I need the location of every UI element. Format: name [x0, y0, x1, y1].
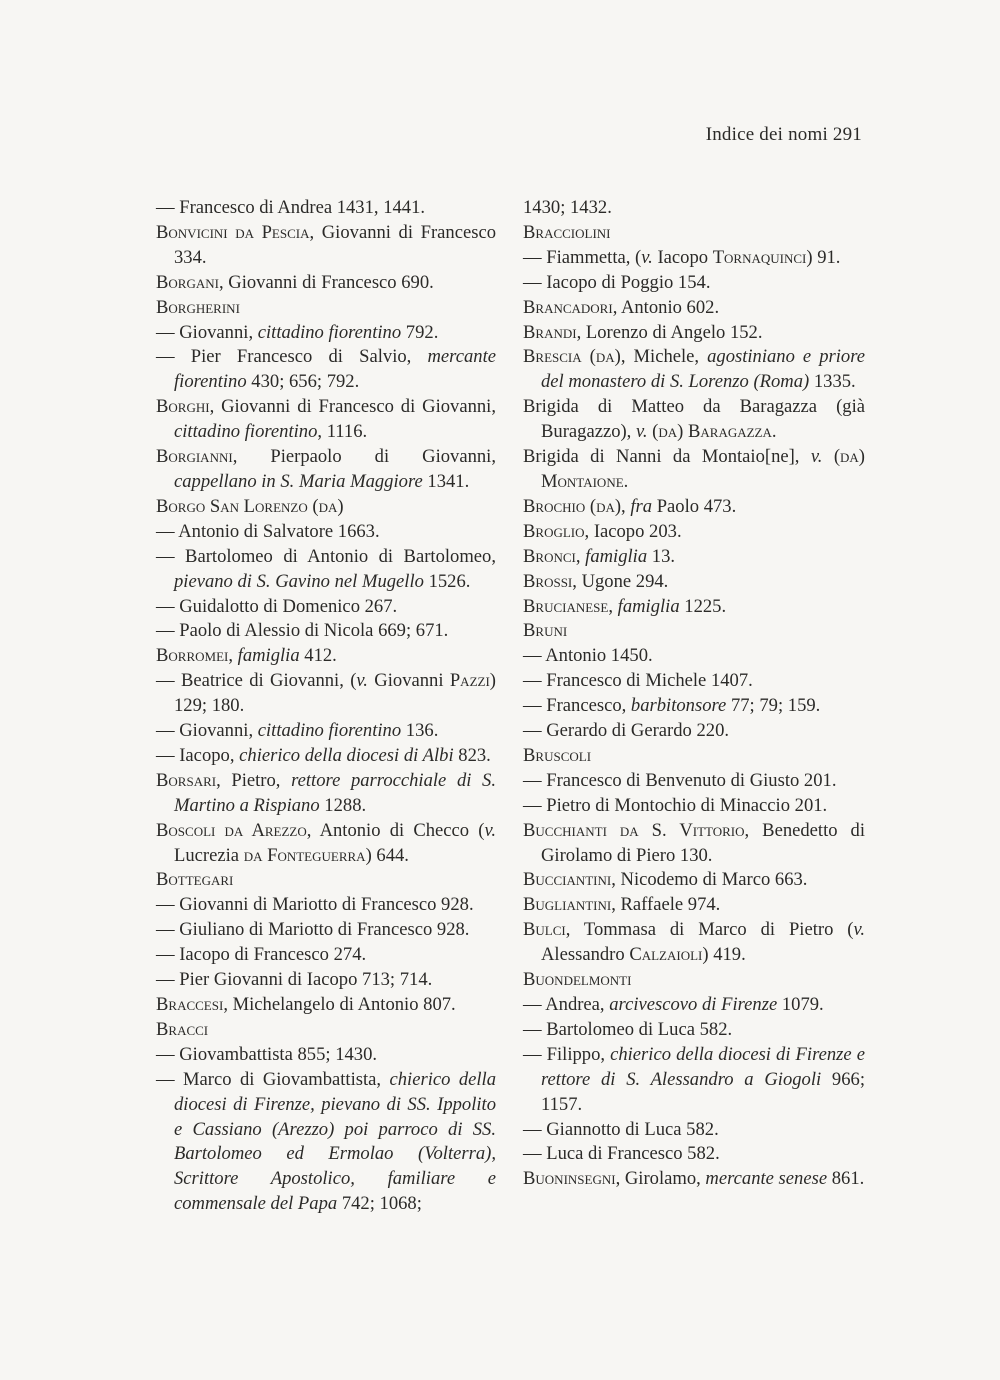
index-entry: [523, 595, 865, 620]
entry-text: — Pietro di Montochio di Minaccio 201.: [523, 794, 828, 816]
index-entry: [156, 619, 496, 644]
entry-text: — Iacopo di Poggio 154.: [523, 271, 711, 293]
index-entry: [523, 520, 865, 545]
entry-text: Brossi: [523, 570, 573, 592]
entry-text: 13.: [647, 545, 676, 567]
entry-text: Bulci: [523, 919, 566, 941]
index-entry: [523, 918, 865, 968]
index-entry: [156, 1068, 496, 1217]
entry-text: Bruni: [523, 620, 568, 642]
index-entry: [523, 271, 865, 296]
entry-text: famiglia: [617, 595, 680, 617]
entry-text: Brucianese: [523, 595, 609, 617]
entry-text: , Nicodemo di Marco 663.: [611, 869, 808, 891]
entry-text: — Giovanni,: [156, 720, 258, 742]
index-entry: [523, 794, 865, 819]
entry-text: — Bartolomeo di Antonio di Bartolomeo,: [156, 545, 496, 567]
index-entry: [156, 893, 496, 918]
entry-text: Paolo 473.: [652, 495, 737, 517]
entry-text: , Pierpaolo di Giovanni,: [232, 446, 496, 468]
entry-text: cittadino fiorentino: [174, 421, 318, 443]
index-entry: [156, 595, 496, 620]
entry-text: Borghi: [156, 396, 210, 418]
entry-text: ) 129; 180.: [174, 670, 496, 717]
entry-text: ) 91.: [806, 246, 841, 268]
entry-text: barbitonsore: [630, 695, 727, 717]
entry-text: — Fiammetta, (: [523, 246, 642, 268]
index-entry: [523, 644, 865, 669]
entry-text: 1430; 1432.: [523, 197, 612, 218]
index-entry: [156, 296, 496, 321]
entry-text: , Giovanni di Francesco 334.: [174, 221, 496, 268]
entry-text: , Benedetto di Girolamo di Piero 130.: [541, 819, 866, 866]
entry-text: chierico della diocesi di Firenze, pievano di SS. Ippolito e Cassiano (Arezzo) poi parroco di SS. Bartolomeo ed Ermolao (Volterra), Scrittore Apostolico, familiare e commensale del Papa: [174, 1068, 496, 1215]
entry-text: [822, 446, 833, 467]
entry-text: arcivescovo di Firenze: [609, 994, 778, 1015]
entry-text: cappellano in S. Maria Maggiore: [174, 470, 423, 492]
entry-text: (da) Montaione: [541, 446, 865, 492]
index-entry: [523, 868, 865, 893]
entry-text: 1079.: [777, 994, 824, 1015]
entry-text: Bottegari: [156, 869, 234, 891]
entry-text: Buoninsegni: [523, 1168, 616, 1190]
entry-text: (da) Baragazza: [652, 421, 772, 443]
index-entry: [156, 1043, 496, 1068]
index-entry: [156, 345, 496, 395]
entry-text: Boscoli da Arezzo: [156, 819, 307, 841]
entry-text: — Francesco di Andrea 1431, 1441.: [156, 197, 426, 218]
index-entry: [523, 893, 865, 918]
entry-text: v.: [853, 919, 865, 941]
entry-text: chierico della diocesi di Albi: [239, 744, 454, 766]
entry-text: Brancadori: [523, 296, 613, 318]
entry-text: — Paolo di Alessio di Nicola 669; 671.: [156, 620, 449, 642]
entry-text: 792.: [401, 321, 439, 343]
entry-text: Bracci: [156, 1018, 209, 1040]
index-entry: [156, 644, 496, 669]
entry-text: famiglia: [237, 645, 300, 667]
index-entry: [156, 868, 496, 893]
index-column-right: [523, 196, 865, 1192]
entry-text: Iacopo: [652, 246, 713, 268]
entry-text: , Tommasa di Marco di Pietro (: [565, 919, 854, 941]
entry-text: 1225.: [679, 595, 727, 617]
entry-text: fra: [630, 495, 653, 517]
index-entry: [156, 769, 496, 819]
entry-text: , Raffaele 974.: [611, 894, 721, 916]
index-entry: [523, 395, 865, 445]
entry-text: — Luca di Francesco 582.: [523, 1143, 720, 1165]
entry-text: v.: [484, 819, 496, 841]
entry-text: — Pier Giovanni di Iacopo 713; 714.: [156, 969, 433, 991]
entry-text: ,: [575, 545, 586, 567]
entry-text: — Giannotto di Luca 582.: [523, 1118, 719, 1140]
entry-text: Borgo San Lorenzo (da): [156, 495, 344, 517]
index-column-left: [156, 196, 496, 1217]
entry-text: 136.: [401, 720, 439, 742]
entry-text: Bruscoli: [523, 744, 592, 766]
index-entry: [523, 570, 865, 595]
entry-text: 823.: [453, 744, 491, 766]
index-entry: [523, 445, 865, 495]
entry-text: — Giovanni,: [156, 321, 258, 343]
entry-text: , Antonio di Checco (: [306, 819, 485, 841]
entry-text: , Girolamo,: [615, 1168, 706, 1190]
entry-text: ,: [228, 645, 238, 667]
header-title: Indice dei nomi: [705, 124, 828, 145]
index-entry: [156, 918, 496, 943]
entry-text: .: [623, 470, 629, 492]
entry-text: — Francesco,: [523, 695, 631, 717]
entry-text: Brandi: [523, 321, 577, 343]
entry-text: 1526.: [423, 570, 471, 592]
entry-text: 1341.: [422, 470, 470, 492]
index-entry: [523, 545, 865, 570]
entry-text: , Giovanni di Francesco 690.: [218, 271, 434, 293]
entry-text: , Iacopo 203.: [584, 520, 682, 542]
entry-text: Lucrezia: [174, 844, 244, 866]
index-entry: [523, 1118, 865, 1143]
entry-text: Braccesi: [156, 994, 224, 1015]
index-entry: [523, 321, 865, 346]
running-header: [706, 124, 862, 146]
entry-text: 1335.: [809, 371, 856, 393]
entry-text: — Iacopo di Francesco 274.: [156, 944, 367, 966]
index-entry: [156, 819, 496, 869]
index-entry: [156, 744, 496, 769]
index-entry: [523, 1018, 865, 1043]
entry-text: Borromei: [156, 645, 229, 667]
index-entry: [523, 246, 865, 271]
entry-text: , Ugone 294.: [572, 570, 669, 592]
entry-text: famiglia: [585, 545, 648, 567]
index-entry: [156, 719, 496, 744]
index-entry: [156, 221, 496, 271]
index-entry: [523, 619, 865, 644]
entry-text: Buondelmonti: [523, 969, 632, 991]
index-entry: [156, 993, 496, 1018]
entry-text: 430; 656; 792.: [246, 371, 360, 393]
entry-text: v.: [356, 670, 368, 692]
entry-text: ) 419.: [702, 944, 746, 966]
entry-text: mercante senese: [705, 1168, 828, 1190]
entry-text: — Andrea,: [523, 994, 610, 1015]
index-entry: [156, 943, 496, 968]
entry-text: Bucciantini: [523, 869, 612, 891]
entry-text: 412.: [299, 645, 337, 667]
index-entry: [156, 520, 496, 545]
entry-text: ,: [621, 495, 631, 517]
entry-text: Borgani: [156, 271, 219, 293]
entry-text: v.: [641, 246, 653, 268]
index-entry: [156, 196, 496, 221]
index-entry: [523, 1167, 865, 1192]
entry-text: cittadino fiorentino: [257, 321, 402, 343]
entry-text: Bucchianti da S. Vittorio: [523, 819, 745, 841]
entry-text: , Pietro,: [216, 769, 292, 791]
entry-text: Borgianni: [156, 446, 233, 468]
entry-text: , Lorenzo di Angelo 152.: [576, 321, 763, 343]
entry-text: ,: [608, 595, 618, 617]
entry-text: v.: [810, 446, 823, 468]
entry-text: 966; 1157.: [541, 1068, 865, 1115]
entry-text: Tornaquinci: [712, 246, 807, 268]
entry-text: Broglio: [523, 520, 585, 542]
entry-text: Bronci: [523, 545, 576, 567]
entry-text: mercante fiorentino: [174, 346, 496, 393]
entry-text: — Giovanni di Mariotto di Francesco 928.: [156, 894, 474, 916]
entry-text: — Francesco di Benvenuto di Giusto 201.: [523, 769, 837, 791]
entry-text: , 1116.: [317, 421, 368, 443]
index-entry: [156, 968, 496, 993]
entry-text: — Giuliano di Mariotto di Francesco 928.: [156, 919, 470, 941]
entry-text: — Francesco di Michele 1407.: [523, 670, 753, 692]
entry-text: — Giovambattista 855; 1430.: [156, 1043, 378, 1065]
entry-text: Alessandro: [541, 944, 630, 966]
index-entry: [156, 545, 496, 595]
index-entry: [523, 345, 865, 395]
index-entry: [523, 744, 865, 769]
index-entry: [156, 445, 496, 495]
index-entry: [523, 993, 865, 1018]
entry-text: — Pier Francesco di Salvio,: [156, 346, 428, 368]
index-entry: [523, 1142, 865, 1167]
entry-text: — Antonio di Salvatore 1663.: [156, 520, 380, 542]
entry-text: — Antonio 1450.: [523, 645, 653, 667]
entry-text: Brescia (da): [523, 346, 621, 368]
entry-text: da Fonteguerra: [243, 844, 366, 866]
entry-text: , Giovanni di Francesco di Giovanni,: [209, 396, 496, 418]
index-entry: [523, 669, 865, 694]
entry-text: — Filippo,: [523, 1043, 611, 1065]
entry-text: ) 644.: [365, 844, 409, 866]
entry-text: agostiniano e priore del monastero di S. Lorenzo (Roma): [541, 346, 865, 393]
index-entry: [523, 495, 865, 520]
entry-text: Bonvicini da Pescia: [156, 221, 310, 243]
entry-text: v.: [635, 421, 648, 443]
entry-text: 861.: [827, 1168, 865, 1190]
entry-text: , Antonio 602.: [612, 296, 720, 318]
page-number: 291: [832, 124, 862, 145]
entry-text: 77; 79; 159.: [726, 695, 821, 717]
entry-text: — Guidalotto di Domenico 267.: [156, 595, 398, 617]
entry-text: Brigida di Matteo da Baragazza (già Buragazzo),: [523, 396, 865, 443]
index-entry: [523, 1043, 865, 1118]
entry-text: pievano di S. Gavino nel Mugello: [174, 570, 424, 592]
entry-text: — Beatrice di Giovanni, (: [156, 670, 357, 692]
entry-text: 1288.: [319, 794, 367, 816]
index-entry: [156, 321, 496, 346]
entry-text: cittadino fiorentino: [257, 720, 402, 742]
entry-text: Borsari: [156, 769, 217, 791]
index-entry: [523, 196, 865, 221]
index-entry: [523, 221, 865, 246]
entry-text: rettore parrocchiale di S. Martino a Rispiano: [174, 769, 497, 816]
entry-text: 742; 1068;: [337, 1193, 422, 1215]
index-entry: [523, 719, 865, 744]
entry-text: Giovanni: [367, 670, 450, 692]
entry-text: Borgherini: [156, 296, 240, 318]
entry-text: — Gerardo di Gerardo 220.: [523, 720, 730, 742]
index-entry: [523, 694, 865, 719]
entry-text: — Marco di Giovambattista,: [156, 1068, 390, 1090]
index-entry: [156, 495, 496, 520]
index-entry: [523, 819, 865, 869]
entry-text: Bracciolini: [523, 221, 611, 243]
index-entry: [156, 1018, 496, 1043]
entry-text: — Iacopo,: [156, 744, 240, 766]
entry-text: Bugliantini: [523, 894, 612, 916]
index-entry: [523, 769, 865, 794]
entry-text: , Michele,: [620, 346, 708, 368]
entry-text: .: [771, 421, 777, 443]
index-entry: [156, 669, 496, 719]
index-entry: [156, 271, 496, 296]
entry-text: chierico della diocesi di Firenze e rettore di S. Alessandro a Giogoli: [541, 1043, 865, 1090]
entry-text: , Michelangelo di Antonio 807.: [223, 994, 456, 1015]
index-entry: [156, 395, 496, 445]
entry-text: Brigida di Nanni da Montaio[ne],: [523, 446, 811, 468]
entry-text: Brochio (da): [523, 495, 622, 517]
entry-text: Calzaioli: [629, 944, 703, 966]
entry-text: — Bartolomeo di Luca 582.: [523, 1018, 733, 1040]
index-entry: [523, 968, 865, 993]
index-entry: [523, 296, 865, 321]
entry-text: Pazzi: [449, 670, 490, 692]
